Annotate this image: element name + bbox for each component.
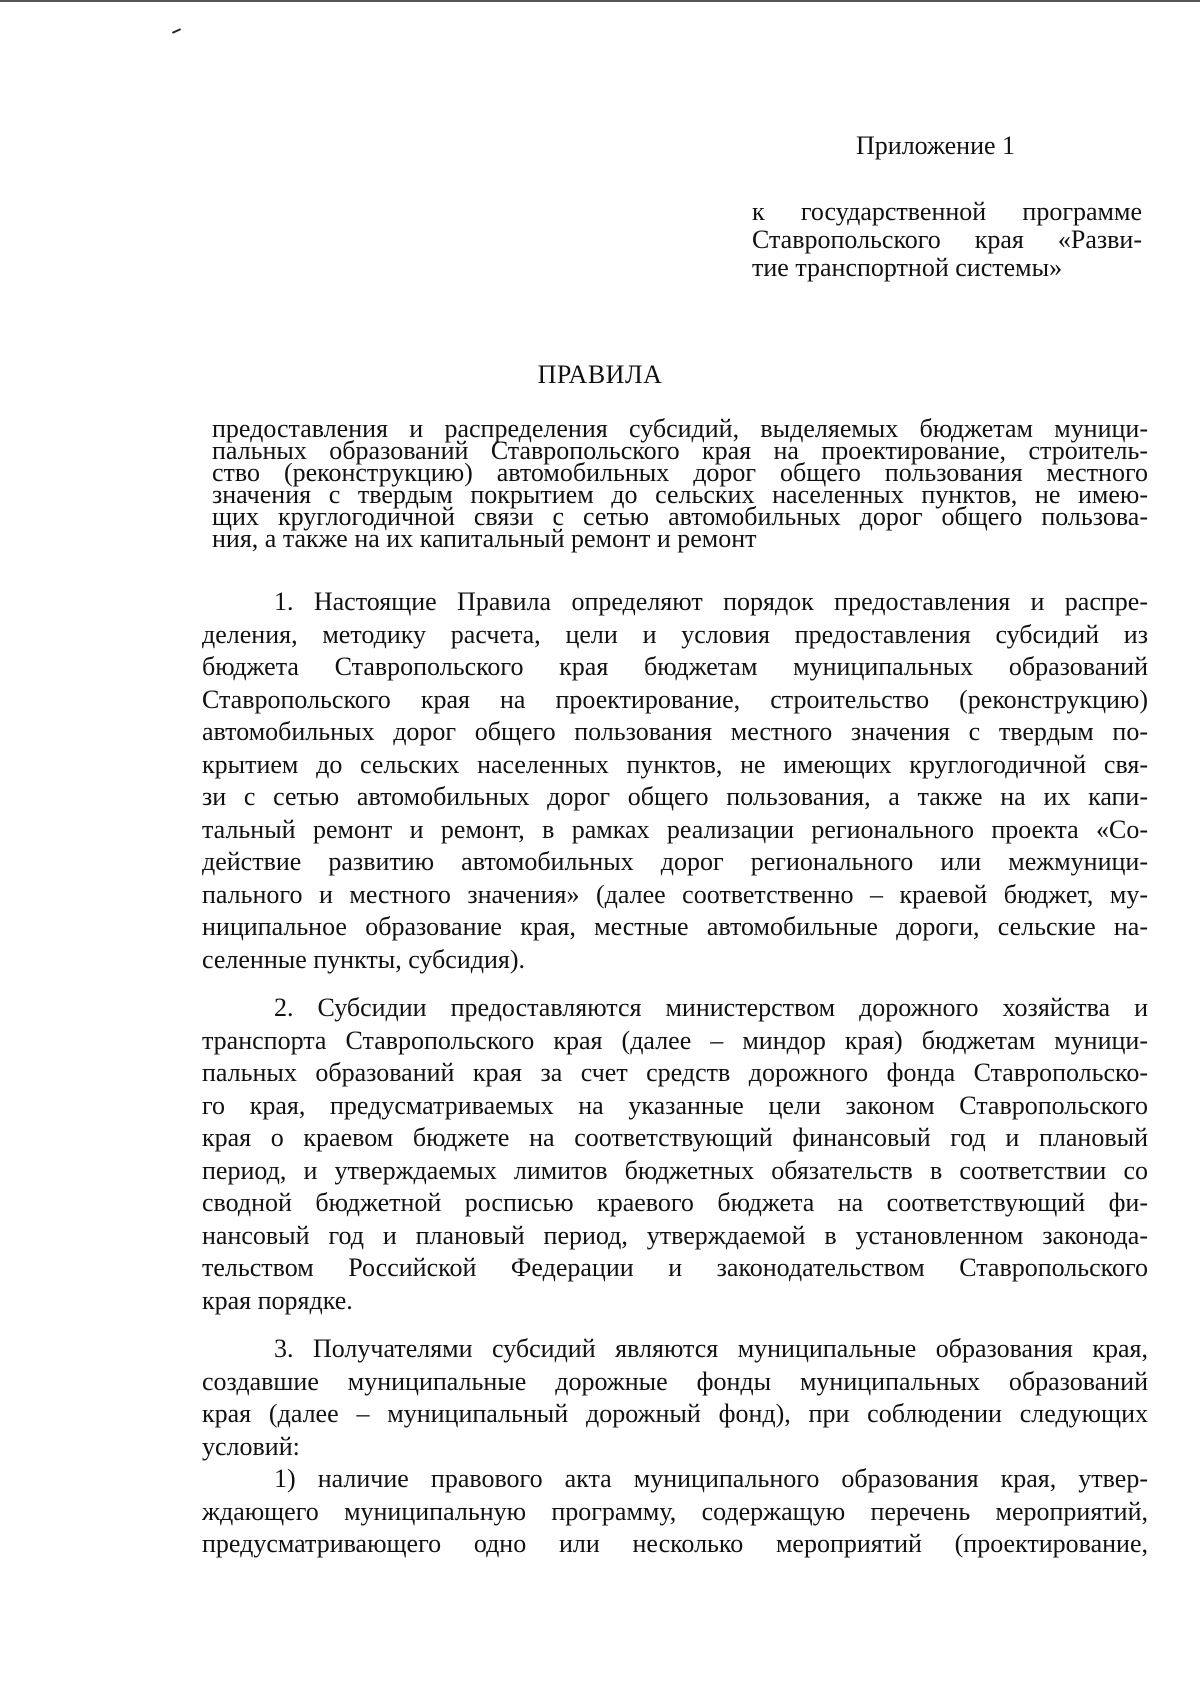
body-line: края о краевом бюджете на соответствующий финансовый год и плановый [202,1123,1148,1152]
body-line: период, и утверждаемых лимитов бюджетных обязательств в соответствии со [202,1155,1148,1185]
body-line: зи с сетью автомобильных дорог общего пользования, а также на их капи- [202,782,1148,811]
appendix-reference [752,198,1142,282]
body-line: 1) наличие правового акта муниципального образования края, утвер- [274,1464,1148,1493]
body-line: автомобильных дорог общего пользования местного значения с твердым по- [202,717,1148,746]
paragraph-1 [202,586,1148,976]
appendix-line: Ставропольского края «Разви- [752,225,1142,254]
appendix-number: Приложение 1 [856,131,1016,160]
appendix-line: тие транспортной системы» [752,253,1063,282]
body-line: условий: [202,1431,300,1461]
document-body [202,586,1148,1561]
body-line: крытием до сельских населенных пунктов, не имеющих круглогодичной свя- [202,749,1148,779]
scan-edge-line [0,0,1200,2]
body-line: края порядке. [202,1285,353,1315]
body-line: сводной бюджетной росписью краевого бюджета на соответствующий фи- [202,1188,1148,1217]
body-line: нансовый год и плановый период, утверждаемой в установленном законода- [202,1220,1148,1250]
subtitle-line: значения с твердым покрытием до сельских населенных пунктов, не имею- [212,480,1148,509]
document-title: ПРАВИЛА [537,360,663,389]
paragraph-2 [202,992,1148,1317]
scan-mark [172,28,181,34]
body-line: пальных образований края за счет средств дорожного фонда Ставропольско- [202,1058,1148,1087]
body-line: тальный ремонт и ремонт, в рамках реализации регионального проекта «Со- [202,814,1148,844]
body-line: ниципальное образование края, местные автомобильные дороги, сельские на- [202,912,1148,941]
body-line: бюджета Ставропольского края бюджетам муниципальных образований [202,652,1148,681]
subtitle-line: щих круглогодичной связи с сетью автомобильных дорог общего пользова- [212,502,1148,531]
subtitle-line: ния, а также на их капитальный ремонт и ремонт [212,524,757,553]
body-line: транспорта Ставропольского края (далее – миндор края) бюджетам муници- [202,1025,1148,1055]
appendix-line: к государственной программе [752,197,1142,226]
body-line: тельством Российской Федерации и законодательством Ставропольского [202,1253,1148,1282]
subtitle-line: предоставления и распределения субсидий, выделяемых бюджетам муници- [212,414,1148,443]
subtitle-line: ство (реконструкцию) автомобильных дорог общего пользования местного [212,458,1148,487]
body-line: Ставропольского края на проектирование, строительство (реконструкцию) [202,684,1148,714]
body-line: предусматривающего одно или несколько мероприятий (проектирование, [202,1529,1148,1558]
body-line: го края, предусматриваемых на указанные цели законом Ставропольского [202,1090,1148,1120]
paragraph-3 [202,1333,1148,1463]
body-line: 2. Субсидии предоставляются министерством дорожного хозяйства и [274,993,1148,1022]
subtitle-line: пальных образований Ставропольского края на проектирование, строитель- [212,436,1148,465]
body-line: края (далее – муниципальный дорожный фонд), при соблюдении следующих [202,1399,1148,1428]
body-line: 1. Настоящие Правила определяют порядок предоставления и распре- [274,587,1148,616]
body-line: селенные пункты, субсидия). [202,944,525,974]
body-line: 3. Получателями субсидий являются муниципальные образования края, [274,1334,1148,1363]
document-subtitle [212,414,1148,553]
body-line: действие развитию автомобильных дорог регионального или межмуници- [202,847,1148,876]
body-line: деления, методику расчета, цели и условия предоставления субсидий из [202,619,1148,649]
appendix-block [752,132,1142,282]
body-line: ждающего муниципальную программу, содержащую перечень мероприятий, [202,1496,1148,1526]
body-line: создавшие муниципальные дорожные фонды муниципальных образований [202,1366,1148,1396]
paragraph-3-item-1 [202,1463,1148,1561]
body-line: пального и местного значения» (далее соответственно – краевой бюджет, му- [202,879,1148,909]
